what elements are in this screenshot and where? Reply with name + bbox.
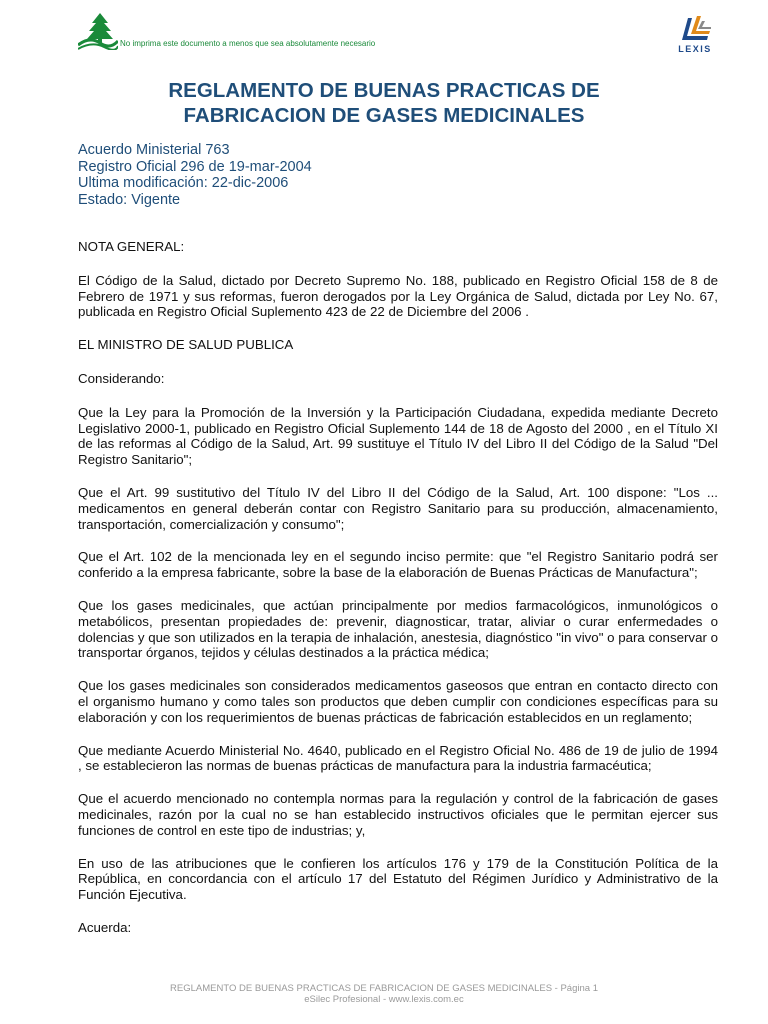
paragraph-considerando-4: Que los gases medicinales, que actúan principalmente por medios farmacológicos, inmunológicos o metabólicos, presentan propiedades de: prevenir, diagnosticar, tratar, aliviar o curar enfermedades o dolencias y que son utilizados en la terapia de inhalación, anestesia, diagnóstico "in vivo" o para conservar o transportar órganos, tejidos y células destinados a la práctica médica; (78, 597, 718, 661)
lexis-logo (668, 14, 722, 60)
eco-print-notice: No imprima este documento a menos que sea absolutamente necesario (120, 39, 376, 48)
paragraph-acuerda: Acuerda: (78, 919, 132, 935)
paragraph-nota-general: NOTA GENERAL: (78, 239, 185, 254)
eco-banner (78, 12, 438, 52)
document-title (40, 78, 728, 128)
document-body (78, 239, 718, 954)
meta-acuerdo: Acuerdo Ministerial 763 (78, 142, 230, 158)
paragraph-atribuciones: En uso de las atribuciones que le confieren los artículos 176 y 179 de la Constitución Política de la República, en concordancia con el artículo 17 del Estatuto del Régimen Jurídico y Administrativo de la Función Ejecutiva. (78, 855, 718, 903)
paragraph-considerando-6: Que mediante Acuerdo Ministerial No. 4640, publicado en el Registro Oficial No. 486 de 19 de julio de 1994 , se establecieron las normas de buenas prácticas de manufactura para la industria farmacéutica; (78, 742, 718, 774)
paragraph-considerando-2: Que el Art. 99 sustitutivo del Título IV del Libro II del Código de la Salud, Art. 100 dispone: "Los ... medicamentos en general deberán contar con Registro Sanitario para su producción, almacenamiento, transportación, comercialización y consumo"; (78, 484, 718, 532)
title-line-2: FABRICACION DE GASES MEDICINALES (183, 104, 585, 127)
page-footer (0, 983, 768, 1005)
paragraph-nota-texto: El Código de la Salud, dictado por Decreto Supremo No. 188, publicado en Registro Oficial 158 de 8 de Febrero de 1971 y sus reformas, fueron derogados por la Ley Orgánica de Salud, dictada por Ley No. 67, publicada en Registro Oficial Suplemento 423 de 22 de Diciembre del 2006 . (78, 272, 718, 320)
footer-site: eSilec Profesional - www.lexis.com.ec (304, 994, 464, 1005)
meta-modificacion: Ultima modificación: 22-dic-2006 (78, 175, 289, 191)
document-metadata (78, 142, 312, 208)
paragraph-considerando-7: Que el acuerdo mencionado no contempla normas para la regulación y control de la fabricación de gases medicinales, razón por la cual no se han establecido instructivos oficiales que le permitan ejercer sus funciones de control en este tipo de industrias; y, (78, 791, 718, 838)
title-line-1: REGLAMENTO DE BUENAS PRACTICAS DE (168, 79, 600, 102)
paragraph-considerando: Considerando: (78, 370, 165, 386)
paragraph-considerando-3: Que el Art. 102 de la mencionada ley en el segundo inciso permite: que "el Registro Sanitario podrá ser conferido a la empresa fabricante, sobre la base de la elaboración de Buenas Prácticas de Manufactura"; (78, 549, 718, 581)
paragraph-considerando-1: Que la Ley para la Promoción de la Inversión y la Participación Ciudadana, expedida mediante Decreto Legislativo 2000-1, publicado en Registro Oficial Suplemento 144 de 18 de Agosto del 2000 , en el Título XI de las reformas al Código de la Salud, Art. 99 sustituye el Título IV del Libro II del Código de la Salud "Del Registro Sanitario"; (78, 404, 718, 468)
paragraph-ministro: EL MINISTRO DE SALUD PUBLICA (78, 337, 294, 353)
meta-estado: Estado: Vigente (78, 191, 181, 208)
meta-registro: Registro Oficial 296 de 19-mar-2004 (78, 158, 312, 175)
footer-title: REGLAMENTO DE BUENAS PRACTICAS DE FABRICACION DE GASES MEDICINALES - Página 1 (170, 983, 598, 994)
lexis-wordmark: LEXIS (678, 44, 712, 54)
tree-icon (78, 12, 118, 50)
paragraph-considerando-5: Que los gases medicinales son considerados medicamentos gaseosos que entran en contacto directo con el organismo humano y como tales son productos que deben cumplir con condiciones específicas para su elaboración y con los requerimientos de buenas prácticas de fabricación establecidos en un reglamento; (78, 678, 718, 725)
lexis-mark-icon (678, 14, 712, 42)
